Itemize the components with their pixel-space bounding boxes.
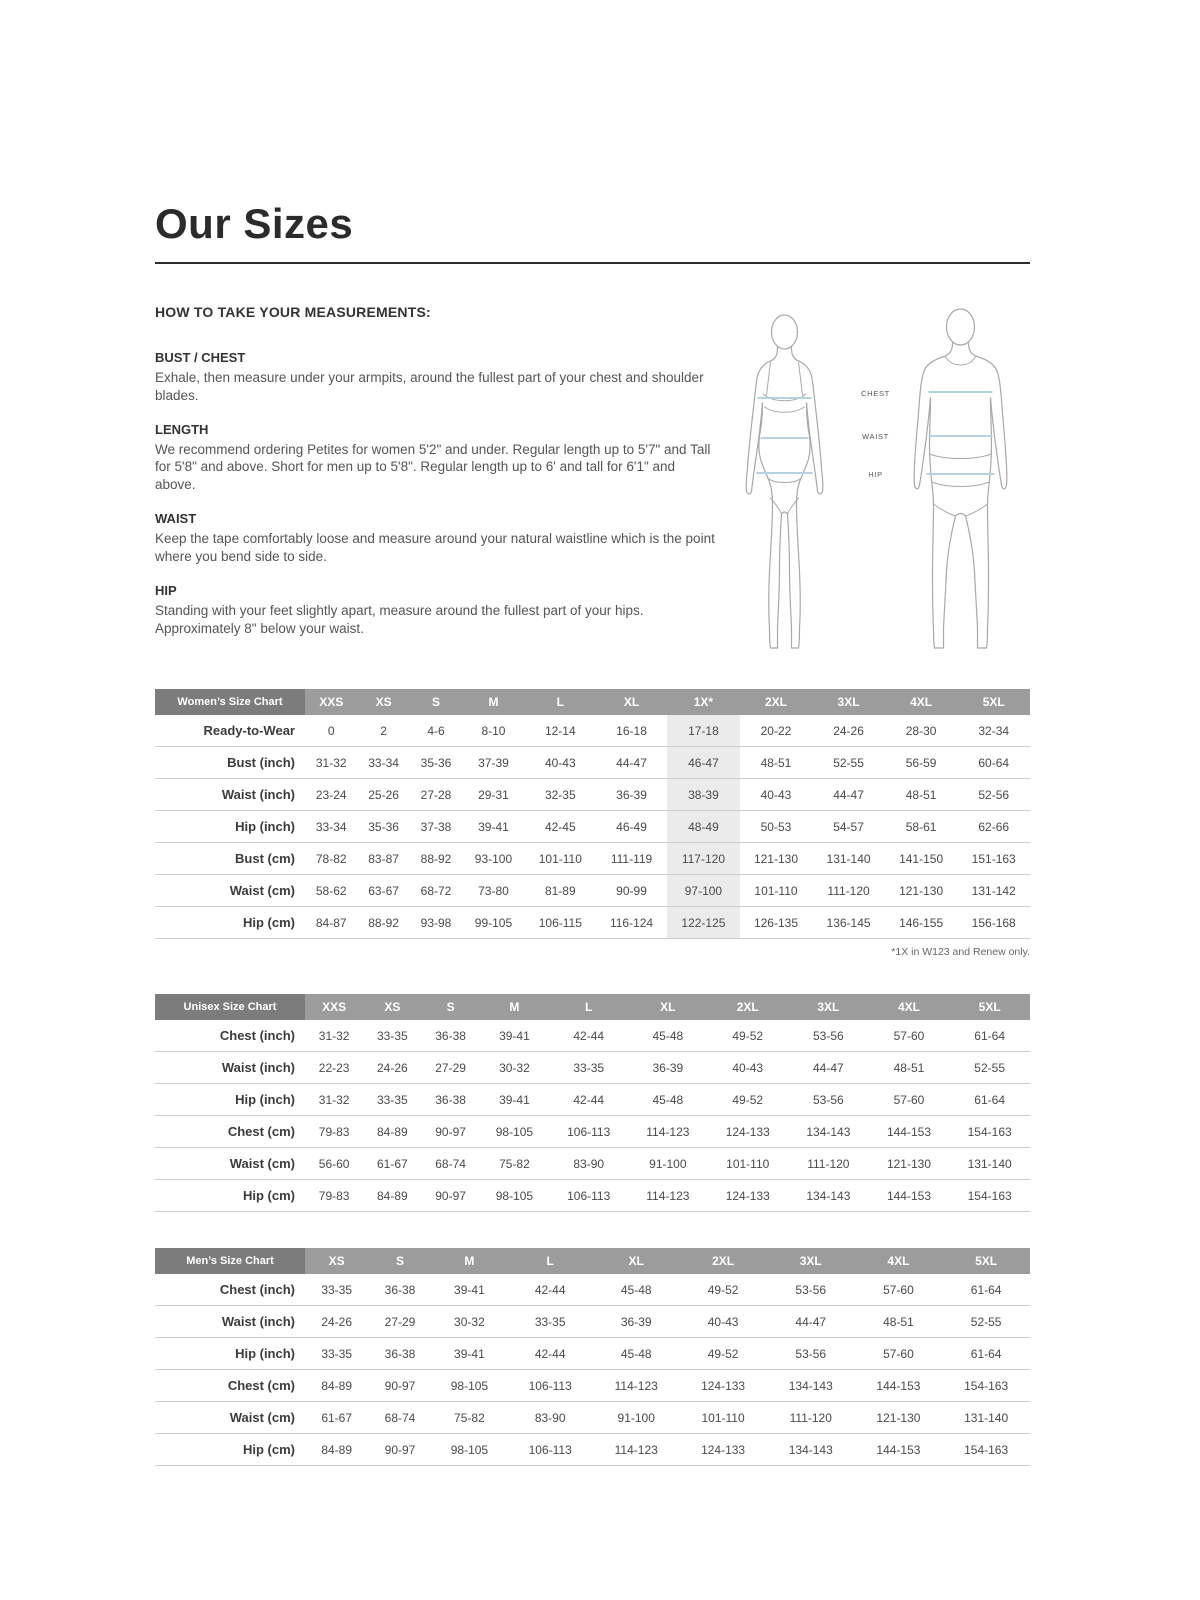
size-column-header: S [410, 689, 462, 715]
size-chart-womens [155, 689, 1030, 958]
size-cell: 49-52 [707, 1084, 788, 1116]
size-cell: 42-44 [549, 1020, 628, 1052]
table-title: Women’s Size Chart [155, 689, 305, 715]
size-column-header: 5XL [957, 689, 1030, 715]
size-cell: 28-30 [885, 715, 958, 747]
size-cell: 91-100 [593, 1402, 679, 1434]
size-cell: 48-51 [740, 747, 813, 779]
size-cell: 131-140 [949, 1148, 1030, 1180]
measurement-instructions [155, 304, 715, 659]
size-cell: 90-97 [421, 1180, 479, 1212]
size-column-header: XL [628, 994, 707, 1020]
body-measurement-diagram [725, 304, 1030, 654]
table-row [155, 1306, 1030, 1338]
row-label: Chest (inch) [155, 1274, 305, 1306]
size-cell: 27-29 [421, 1052, 479, 1084]
size-cell: 36-39 [628, 1052, 707, 1084]
size-cell: 53-56 [788, 1084, 869, 1116]
size-cell: 154-163 [942, 1370, 1030, 1402]
size-cell: 54-57 [812, 811, 885, 843]
size-cell: 68-74 [421, 1148, 479, 1180]
size-cell: 58-62 [305, 875, 357, 907]
size-column-header: XS [363, 994, 421, 1020]
size-cell: 40-43 [707, 1052, 788, 1084]
size-cell: 36-38 [368, 1274, 431, 1306]
size-cell: 156-168 [957, 907, 1030, 939]
size-cell: 79-83 [305, 1116, 363, 1148]
size-cell: 27-28 [410, 779, 462, 811]
size-cell: 37-39 [462, 747, 524, 779]
woman-figure [746, 315, 823, 648]
table-row [155, 1434, 1030, 1466]
size-cell: 154-163 [942, 1434, 1030, 1466]
size-cell: 124-133 [707, 1116, 788, 1148]
size-cell: 114-123 [628, 1116, 707, 1148]
table-row [155, 1052, 1030, 1084]
table-row [155, 843, 1030, 875]
instruction-list [155, 350, 715, 637]
table-row [155, 747, 1030, 779]
row-label: Waist (inch) [155, 1306, 305, 1338]
size-column-header: 3XL [767, 1248, 855, 1274]
size-cell: 36-38 [421, 1020, 479, 1052]
size-cell: 144-153 [869, 1116, 950, 1148]
size-column-header: S [368, 1248, 431, 1274]
size-cell: 91-100 [628, 1148, 707, 1180]
size-column-header: 5XL [942, 1248, 1030, 1274]
table-row [155, 1180, 1030, 1212]
size-cell: 68-72 [410, 875, 462, 907]
size-cell: 57-60 [855, 1338, 943, 1370]
size-cell: 61-67 [363, 1148, 421, 1180]
size-cell: 83-87 [357, 843, 409, 875]
size-cell: 36-39 [596, 779, 667, 811]
size-cell: 114-123 [593, 1434, 679, 1466]
size-cell: 20-22 [740, 715, 813, 747]
size-cell: 42-44 [549, 1084, 628, 1116]
size-cell: 30-32 [480, 1052, 549, 1084]
row-label: Waist (inch) [155, 779, 305, 811]
size-cell: 23-24 [305, 779, 357, 811]
table-row [155, 1020, 1030, 1052]
size-column-header: L [525, 689, 596, 715]
size-cell: 101-110 [707, 1148, 788, 1180]
size-cell: 84-89 [305, 1434, 368, 1466]
table-row [155, 907, 1030, 939]
size-cell: 61-64 [949, 1084, 1030, 1116]
measurement-section [155, 511, 715, 566]
section-heading: LENGTH [155, 421, 209, 437]
size-cell: 33-35 [549, 1052, 628, 1084]
size-cell: 38-39 [667, 779, 740, 811]
table-title: Unisex Size Chart [155, 994, 305, 1020]
size-cell: 99-105 [462, 907, 524, 939]
size-cell: 33-34 [305, 811, 357, 843]
row-label: Waist (cm) [155, 1148, 305, 1180]
size-cell: 75-82 [480, 1148, 549, 1180]
unisex-table [155, 994, 1030, 1212]
size-cell: 44-47 [596, 747, 667, 779]
size-cell: 131-140 [942, 1402, 1030, 1434]
size-cell: 44-47 [788, 1052, 869, 1084]
size-cell: 106-113 [507, 1370, 593, 1402]
table-row [155, 875, 1030, 907]
size-cell: 32-35 [525, 779, 596, 811]
size-cell: 61-64 [949, 1020, 1030, 1052]
size-cell: 141-150 [885, 843, 958, 875]
size-cell: 16-18 [596, 715, 667, 747]
size-cell: 151-163 [957, 843, 1030, 875]
size-cell: 52-55 [949, 1052, 1030, 1084]
size-cell: 40-43 [679, 1306, 767, 1338]
size-cell: 45-48 [628, 1084, 707, 1116]
table-row [155, 779, 1030, 811]
size-cell: 144-153 [855, 1434, 943, 1466]
size-cell: 106-113 [549, 1180, 628, 1212]
size-cell: 98-105 [432, 1434, 508, 1466]
size-cell: 33-35 [363, 1020, 421, 1052]
size-cell: 84-89 [305, 1370, 368, 1402]
size-cell: 98-105 [432, 1370, 508, 1402]
table-row [155, 1116, 1030, 1148]
size-cell: 144-153 [855, 1370, 943, 1402]
waist-label: WAIST [862, 432, 889, 441]
size-cell: 58-61 [885, 811, 958, 843]
size-cell: 45-48 [593, 1274, 679, 1306]
size-cell: 17-18 [667, 715, 740, 747]
size-cell: 53-56 [767, 1338, 855, 1370]
size-column-header: 4XL [855, 1248, 943, 1274]
size-cell: 144-153 [869, 1180, 950, 1212]
table-row [155, 1148, 1030, 1180]
size-column-header: 2XL [740, 689, 813, 715]
size-column-header: XL [596, 689, 667, 715]
row-label: Hip (inch) [155, 1084, 305, 1116]
size-cell: 134-143 [767, 1370, 855, 1402]
size-cell: 101-110 [740, 875, 813, 907]
row-label: Hip (inch) [155, 1338, 305, 1370]
size-cell: 111-119 [596, 843, 667, 875]
size-cell: 27-29 [368, 1306, 431, 1338]
size-cell: 35-36 [357, 811, 409, 843]
page-title: Our Sizes [155, 200, 354, 247]
size-cell: 44-47 [812, 779, 885, 811]
size-cell: 61-64 [942, 1338, 1030, 1370]
size-cell: 24-26 [305, 1306, 368, 1338]
size-cell: 60-64 [957, 747, 1030, 779]
size-cell: 46-49 [596, 811, 667, 843]
chest-label: CHEST [861, 389, 890, 398]
size-cell: 79-83 [305, 1180, 363, 1212]
size-cell: 24-26 [812, 715, 885, 747]
size-cell: 44-47 [767, 1306, 855, 1338]
size-column-header: M [432, 1248, 508, 1274]
size-cell: 45-48 [628, 1020, 707, 1052]
size-cell: 22-23 [305, 1052, 363, 1084]
row-label: Hip (cm) [155, 907, 305, 939]
row-label: Chest (cm) [155, 1370, 305, 1402]
size-cell: 39-41 [462, 811, 524, 843]
size-cell: 114-123 [628, 1180, 707, 1212]
size-column-header: M [462, 689, 524, 715]
size-cell: 39-41 [432, 1274, 508, 1306]
size-cell: 36-38 [421, 1084, 479, 1116]
size-column-header: 5XL [949, 994, 1030, 1020]
table-row [155, 811, 1030, 843]
row-label: Hip (inch) [155, 811, 305, 843]
size-cell: 124-133 [679, 1434, 767, 1466]
size-cell: 88-92 [410, 843, 462, 875]
table-row [155, 1274, 1030, 1306]
size-cell: 2 [357, 715, 409, 747]
size-cell: 48-51 [885, 779, 958, 811]
size-cell: 124-133 [707, 1180, 788, 1212]
size-cell: 4-6 [410, 715, 462, 747]
size-column-header: 2XL [679, 1248, 767, 1274]
row-label: Hip (cm) [155, 1434, 305, 1466]
table-title: Men’s Size Chart [155, 1248, 305, 1274]
size-cell: 33-35 [305, 1274, 368, 1306]
mens-table [155, 1248, 1030, 1466]
size-cell: 49-52 [679, 1274, 767, 1306]
size-cell: 32-34 [957, 715, 1030, 747]
size-column-header: 3XL [812, 689, 885, 715]
size-cell: 121-130 [855, 1402, 943, 1434]
size-cell: 93-100 [462, 843, 524, 875]
measurement-section [155, 422, 715, 494]
size-cell: 75-82 [432, 1402, 508, 1434]
size-cell: 90-97 [421, 1116, 479, 1148]
row-label: Waist (inch) [155, 1052, 305, 1084]
size-cell: 29-31 [462, 779, 524, 811]
section-heading: BUST / CHEST [155, 350, 246, 365]
size-cell: 56-60 [305, 1148, 363, 1180]
size-cell: 31-32 [305, 1020, 363, 1052]
row-label: Bust (cm) [155, 843, 305, 875]
size-cell: 83-90 [549, 1148, 628, 1180]
size-cell: 57-60 [855, 1274, 943, 1306]
section-body: Keep the tape comfortably loose and measure around your natural waistline which is the point where you bend side to side. [155, 531, 715, 564]
section-heading: HIP [155, 582, 177, 598]
size-column-header: XXS [305, 689, 357, 715]
size-cell: 106-115 [525, 907, 596, 939]
size-cell: 121-130 [885, 875, 958, 907]
size-cell: 83-90 [507, 1402, 593, 1434]
size-cell: 88-92 [357, 907, 409, 939]
size-cell: 37-38 [410, 811, 462, 843]
size-column-header: 2XL [707, 994, 788, 1020]
size-cell: 39-41 [432, 1338, 508, 1370]
measurement-section [155, 583, 715, 638]
row-label: Waist (cm) [155, 875, 305, 907]
size-cell: 111-120 [812, 875, 885, 907]
size-cell: 117-120 [667, 843, 740, 875]
size-cell: 136-145 [812, 907, 885, 939]
table-row [155, 715, 1030, 747]
size-cell: 33-35 [363, 1084, 421, 1116]
size-cell: 154-163 [949, 1116, 1030, 1148]
size-cell: 31-32 [305, 747, 357, 779]
row-label: Waist (cm) [155, 1402, 305, 1434]
row-label: Chest (cm) [155, 1116, 305, 1148]
size-column-header: 4XL [869, 994, 950, 1020]
size-cell: 12-14 [525, 715, 596, 747]
header-row [155, 689, 1030, 715]
size-cell: 93-98 [410, 907, 462, 939]
size-cell: 61-67 [305, 1402, 368, 1434]
size-cell: 46-47 [667, 747, 740, 779]
size-cell: 33-35 [305, 1338, 368, 1370]
table-row [155, 1402, 1030, 1434]
size-cell: 98-105 [480, 1116, 549, 1148]
man-figure [914, 309, 1007, 648]
table-row [155, 1084, 1030, 1116]
size-cell: 106-113 [549, 1116, 628, 1148]
hip-label: HIP [868, 470, 883, 479]
size-cell: 49-52 [707, 1020, 788, 1052]
size-cell: 35-36 [410, 747, 462, 779]
size-cell: 101-110 [679, 1402, 767, 1434]
table-row [155, 1338, 1030, 1370]
size-column-header: XXS [305, 994, 363, 1020]
header-row [155, 1248, 1030, 1274]
size-cell: 97-100 [667, 875, 740, 907]
size-cell: 134-143 [788, 1116, 869, 1148]
size-cell: 49-52 [679, 1338, 767, 1370]
size-cell: 73-80 [462, 875, 524, 907]
size-cell: 48-51 [855, 1306, 943, 1338]
size-cell: 52-55 [942, 1306, 1030, 1338]
size-cell: 90-97 [368, 1370, 431, 1402]
womens-table [155, 689, 1030, 939]
size-cell: 124-133 [679, 1370, 767, 1402]
size-cell: 30-32 [432, 1306, 508, 1338]
size-cell: 36-38 [368, 1338, 431, 1370]
size-cell: 48-51 [869, 1052, 950, 1084]
size-column-header: M [480, 994, 549, 1020]
size-cell: 39-41 [480, 1020, 549, 1052]
size-cell: 84-89 [363, 1180, 421, 1212]
size-cell: 90-97 [368, 1434, 431, 1466]
measurements-section [155, 304, 1030, 659]
size-column-header: L [507, 1248, 593, 1274]
size-cell: 33-34 [357, 747, 409, 779]
size-cell: 61-64 [942, 1274, 1030, 1306]
size-column-header: L [549, 994, 628, 1020]
size-cell: 78-82 [305, 843, 357, 875]
section-body: Exhale, then measure under your armpits, around the fullest part of your chest and shoulder blades. [155, 370, 704, 403]
size-cell: 40-43 [525, 747, 596, 779]
size-chart-unisex [155, 994, 1030, 1212]
size-cell: 68-74 [368, 1402, 431, 1434]
size-cell: 39-41 [480, 1084, 549, 1116]
row-label: Hip (cm) [155, 1180, 305, 1212]
size-chart-mens [155, 1248, 1030, 1466]
section-body: Standing with your feet slightly apart, measure around the fullest part of your hips. Approximately 8" below your waist. [155, 602, 644, 636]
row-label: Chest (inch) [155, 1020, 305, 1052]
size-cell: 84-89 [363, 1116, 421, 1148]
size-cell: 98-105 [480, 1180, 549, 1212]
size-cell: 121-130 [740, 843, 813, 875]
figure-illustrations [725, 304, 1030, 659]
section-body: We recommend ordering Petites for women 5'2" and under. Regular length up to 5'7" and Tall for 5'8" and above. Short for men up to 5'8". Regular length up to 6' and tall for 6'1" and above. [155, 441, 711, 493]
size-cell: 131-142 [957, 875, 1030, 907]
table-footnote: *1X in W123 and Renew only. [891, 946, 1030, 958]
size-cell: 42-44 [507, 1274, 593, 1306]
size-cell: 42-45 [525, 811, 596, 843]
size-cell: 8-10 [462, 715, 524, 747]
size-cell: 63-67 [357, 875, 409, 907]
size-cell: 131-140 [812, 843, 885, 875]
size-cell: 126-135 [740, 907, 813, 939]
size-cell: 56-59 [885, 747, 958, 779]
size-cell: 31-32 [305, 1084, 363, 1116]
size-cell: 42-44 [507, 1338, 593, 1370]
size-cell: 62-66 [957, 811, 1030, 843]
row-label: Bust (inch) [155, 747, 305, 779]
section-heading: WAIST [155, 511, 197, 527]
row-label: Ready-to-Wear [155, 715, 305, 747]
size-column-header: S [421, 994, 479, 1020]
size-cell: 50-53 [740, 811, 813, 843]
size-cell: 36-39 [593, 1306, 679, 1338]
size-cell: 33-35 [507, 1306, 593, 1338]
size-cell: 53-56 [767, 1274, 855, 1306]
size-cell: 111-120 [767, 1402, 855, 1434]
measurement-section [155, 350, 715, 405]
size-cell: 81-89 [525, 875, 596, 907]
title-divider [155, 262, 1030, 264]
size-charts [155, 689, 1030, 1466]
size-cell: 106-113 [507, 1434, 593, 1466]
size-cell: 25-26 [357, 779, 409, 811]
header-row [155, 994, 1030, 1020]
size-cell: 90-99 [596, 875, 667, 907]
size-column-header: 4XL [885, 689, 958, 715]
size-cell: 52-56 [957, 779, 1030, 811]
size-cell: 53-56 [788, 1020, 869, 1052]
size-column-header: 3XL [788, 994, 869, 1020]
size-cell: 84-87 [305, 907, 357, 939]
size-cell: 45-48 [593, 1338, 679, 1370]
size-column-header: XL [593, 1248, 679, 1274]
size-cell: 52-55 [812, 747, 885, 779]
size-column-header: XS [305, 1248, 368, 1274]
size-cell: 134-143 [767, 1434, 855, 1466]
size-cell: 116-124 [596, 907, 667, 939]
howto-heading: HOW TO TAKE YOUR MEASUREMENTS: [155, 304, 431, 320]
size-column-header: XS [357, 689, 409, 715]
size-cell: 24-26 [363, 1052, 421, 1084]
size-cell: 114-123 [593, 1370, 679, 1402]
size-cell: 122-125 [667, 907, 740, 939]
size-cell: 121-130 [869, 1148, 950, 1180]
size-cell: 40-43 [740, 779, 813, 811]
size-cell: 111-120 [788, 1148, 869, 1180]
size-cell: 101-110 [525, 843, 596, 875]
size-cell: 146-155 [885, 907, 958, 939]
table-row [155, 1370, 1030, 1402]
size-cell: 0 [305, 715, 357, 747]
size-cell: 48-49 [667, 811, 740, 843]
size-cell: 154-163 [949, 1180, 1030, 1212]
size-column-header: 1X* [667, 689, 740, 715]
size-cell: 134-143 [788, 1180, 869, 1212]
size-cell: 57-60 [869, 1084, 950, 1116]
size-cell: 57-60 [869, 1020, 950, 1052]
